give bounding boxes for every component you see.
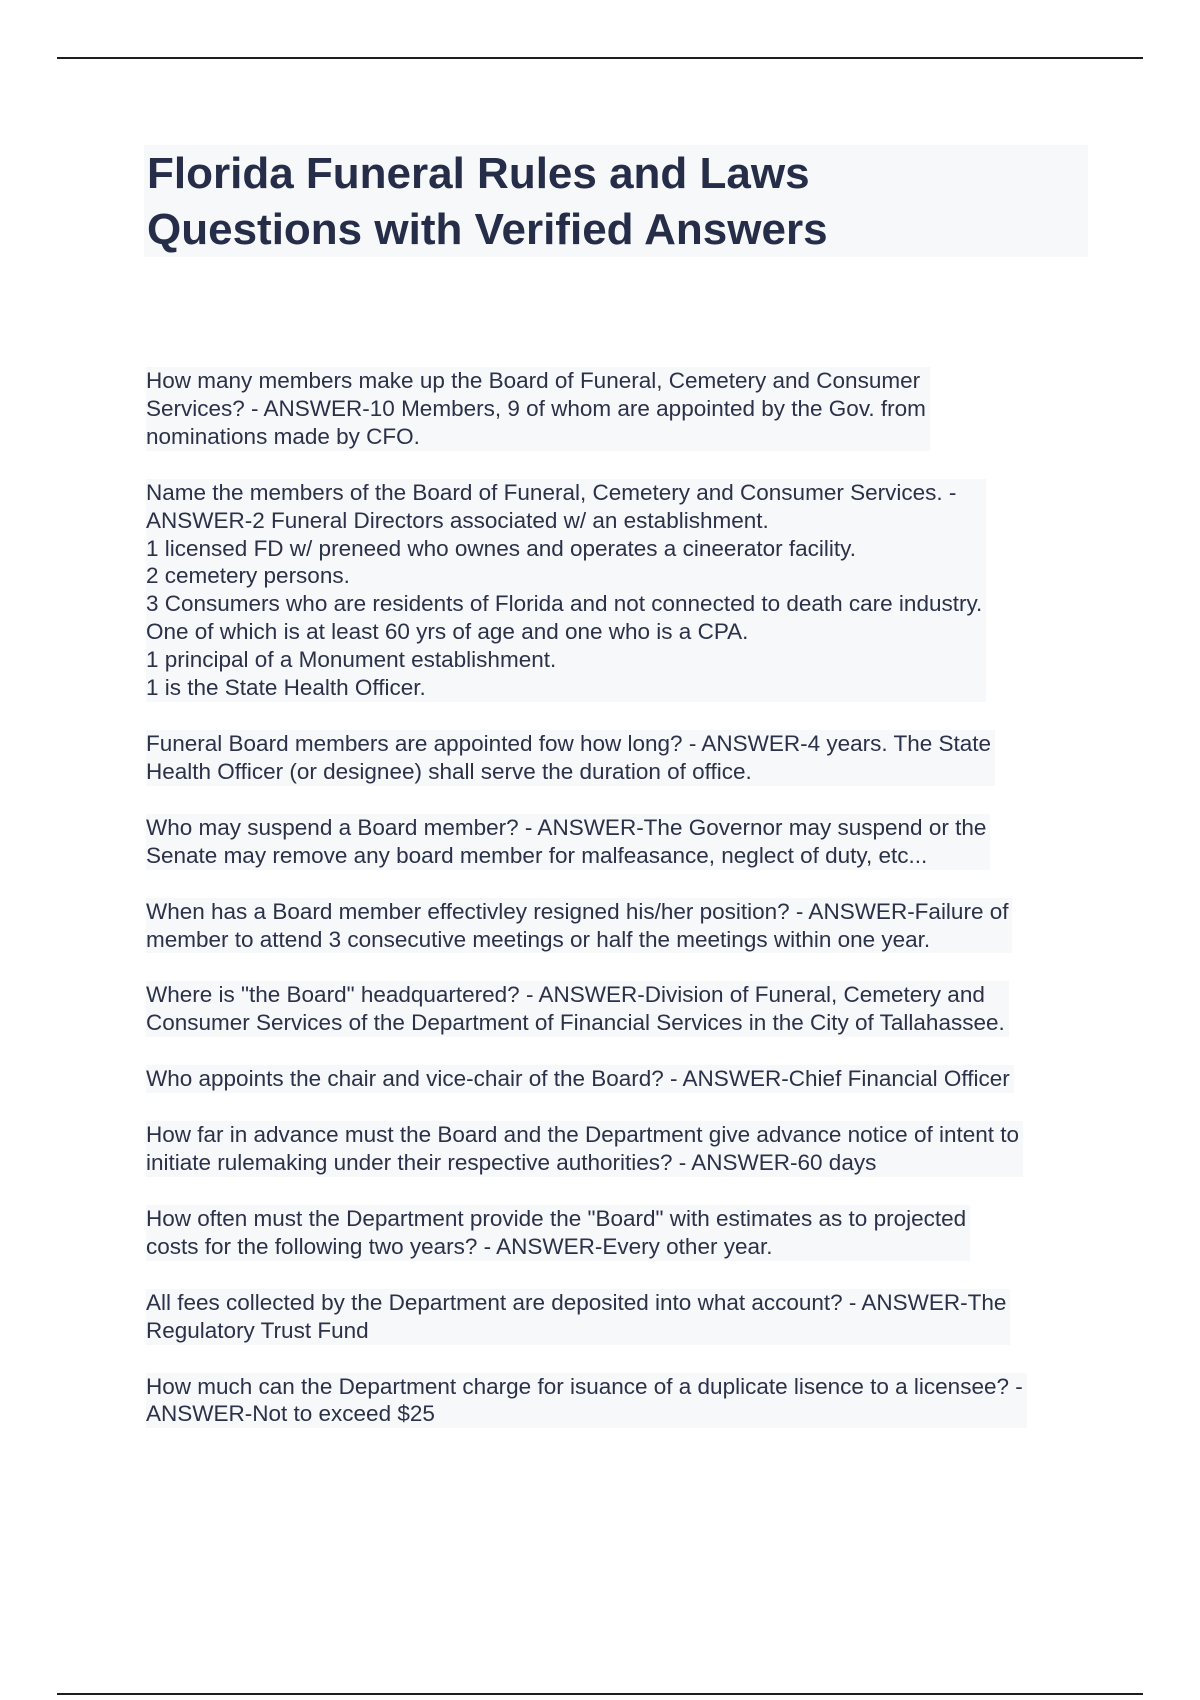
qa-text: How many members make up the Board of Funeral, Cemetery and Consumer Services? - ANSWER-10 Members, 9 of whom are appointed by the Gov. from nominations made by CFO.	[146, 367, 930, 451]
qa-text: Who appoints the chair and vice-chair of the Board? - ANSWER-Chief Financial Officer	[146, 1065, 1014, 1093]
qa-text: How often must the Department provide the "Board" with estimates as to projected costs for the following two years? - ANSWER-Every other year.	[146, 1205, 970, 1261]
qa-text: Who may suspend a Board member? - ANSWER-The Governor may suspend or the Senate may remove any board member for malfeasance, neglect of duty, etc...	[146, 814, 990, 870]
qa-text: Funeral Board members are appointed fow how long? - ANSWER-4 years. The State Health Officer (or designee) shall serve the duration of office.	[146, 730, 995, 786]
qa-text: Name the members of the Board of Funeral, Cemetery and Consumer Services. - ANSWER-2 Funeral Directors associated w/ an establishment. 1 licensed FD w/ preneed who ownes and operates a cineerator facility. 2 cemetery persons. 3 Consumers who are residents of Florida and not connected to death care industry. One of which is at least 60 yrs of age and one who is a CPA. 1 principal of a Monument establishment. 1 is the State Health Officer.	[146, 479, 986, 702]
qa-text: How far in advance must the Board and the Department give advance notice of intent to initiate rulemaking under their respective authorities? - ANSWER-60 days	[146, 1121, 1023, 1177]
qa-item	[146, 898, 1096, 954]
qa-item	[146, 1373, 1096, 1429]
bottom-rule	[57, 1693, 1143, 1695]
qa-item	[146, 479, 1096, 702]
qa-item	[146, 1205, 1096, 1261]
qa-item	[146, 1289, 1096, 1345]
qa-item	[146, 1121, 1096, 1177]
qa-item	[146, 981, 1096, 1037]
qa-item	[146, 367, 1096, 451]
qa-item	[146, 814, 1096, 870]
qa-item	[146, 1065, 1096, 1093]
qa-text: When has a Board member effectivley resigned his/her position? - ANSWER-Failure of member to attend 3 consecutive meetings or half the meetings within one year.	[146, 898, 1012, 954]
top-rule	[57, 57, 1143, 59]
qa-text: How much can the Department charge for isuance of a duplicate lisence to a licensee? - ANSWER-Not to exceed $25	[146, 1373, 1027, 1429]
qa-item	[146, 730, 1096, 786]
qa-text: Where is "the Board" headquartered? - ANSWER-Division of Funeral, Cemetery and Consumer Services of the Department of Financial Services in the City of Tallahassee.	[146, 981, 1009, 1037]
qa-list	[146, 367, 1096, 1456]
document-title: Florida Funeral Rules and Laws Questions with Verified Answers	[147, 149, 828, 254]
qa-text: All fees collected by the Department are deposited into what account? - ANSWER-The Regulatory Trust Fund	[146, 1289, 1010, 1345]
